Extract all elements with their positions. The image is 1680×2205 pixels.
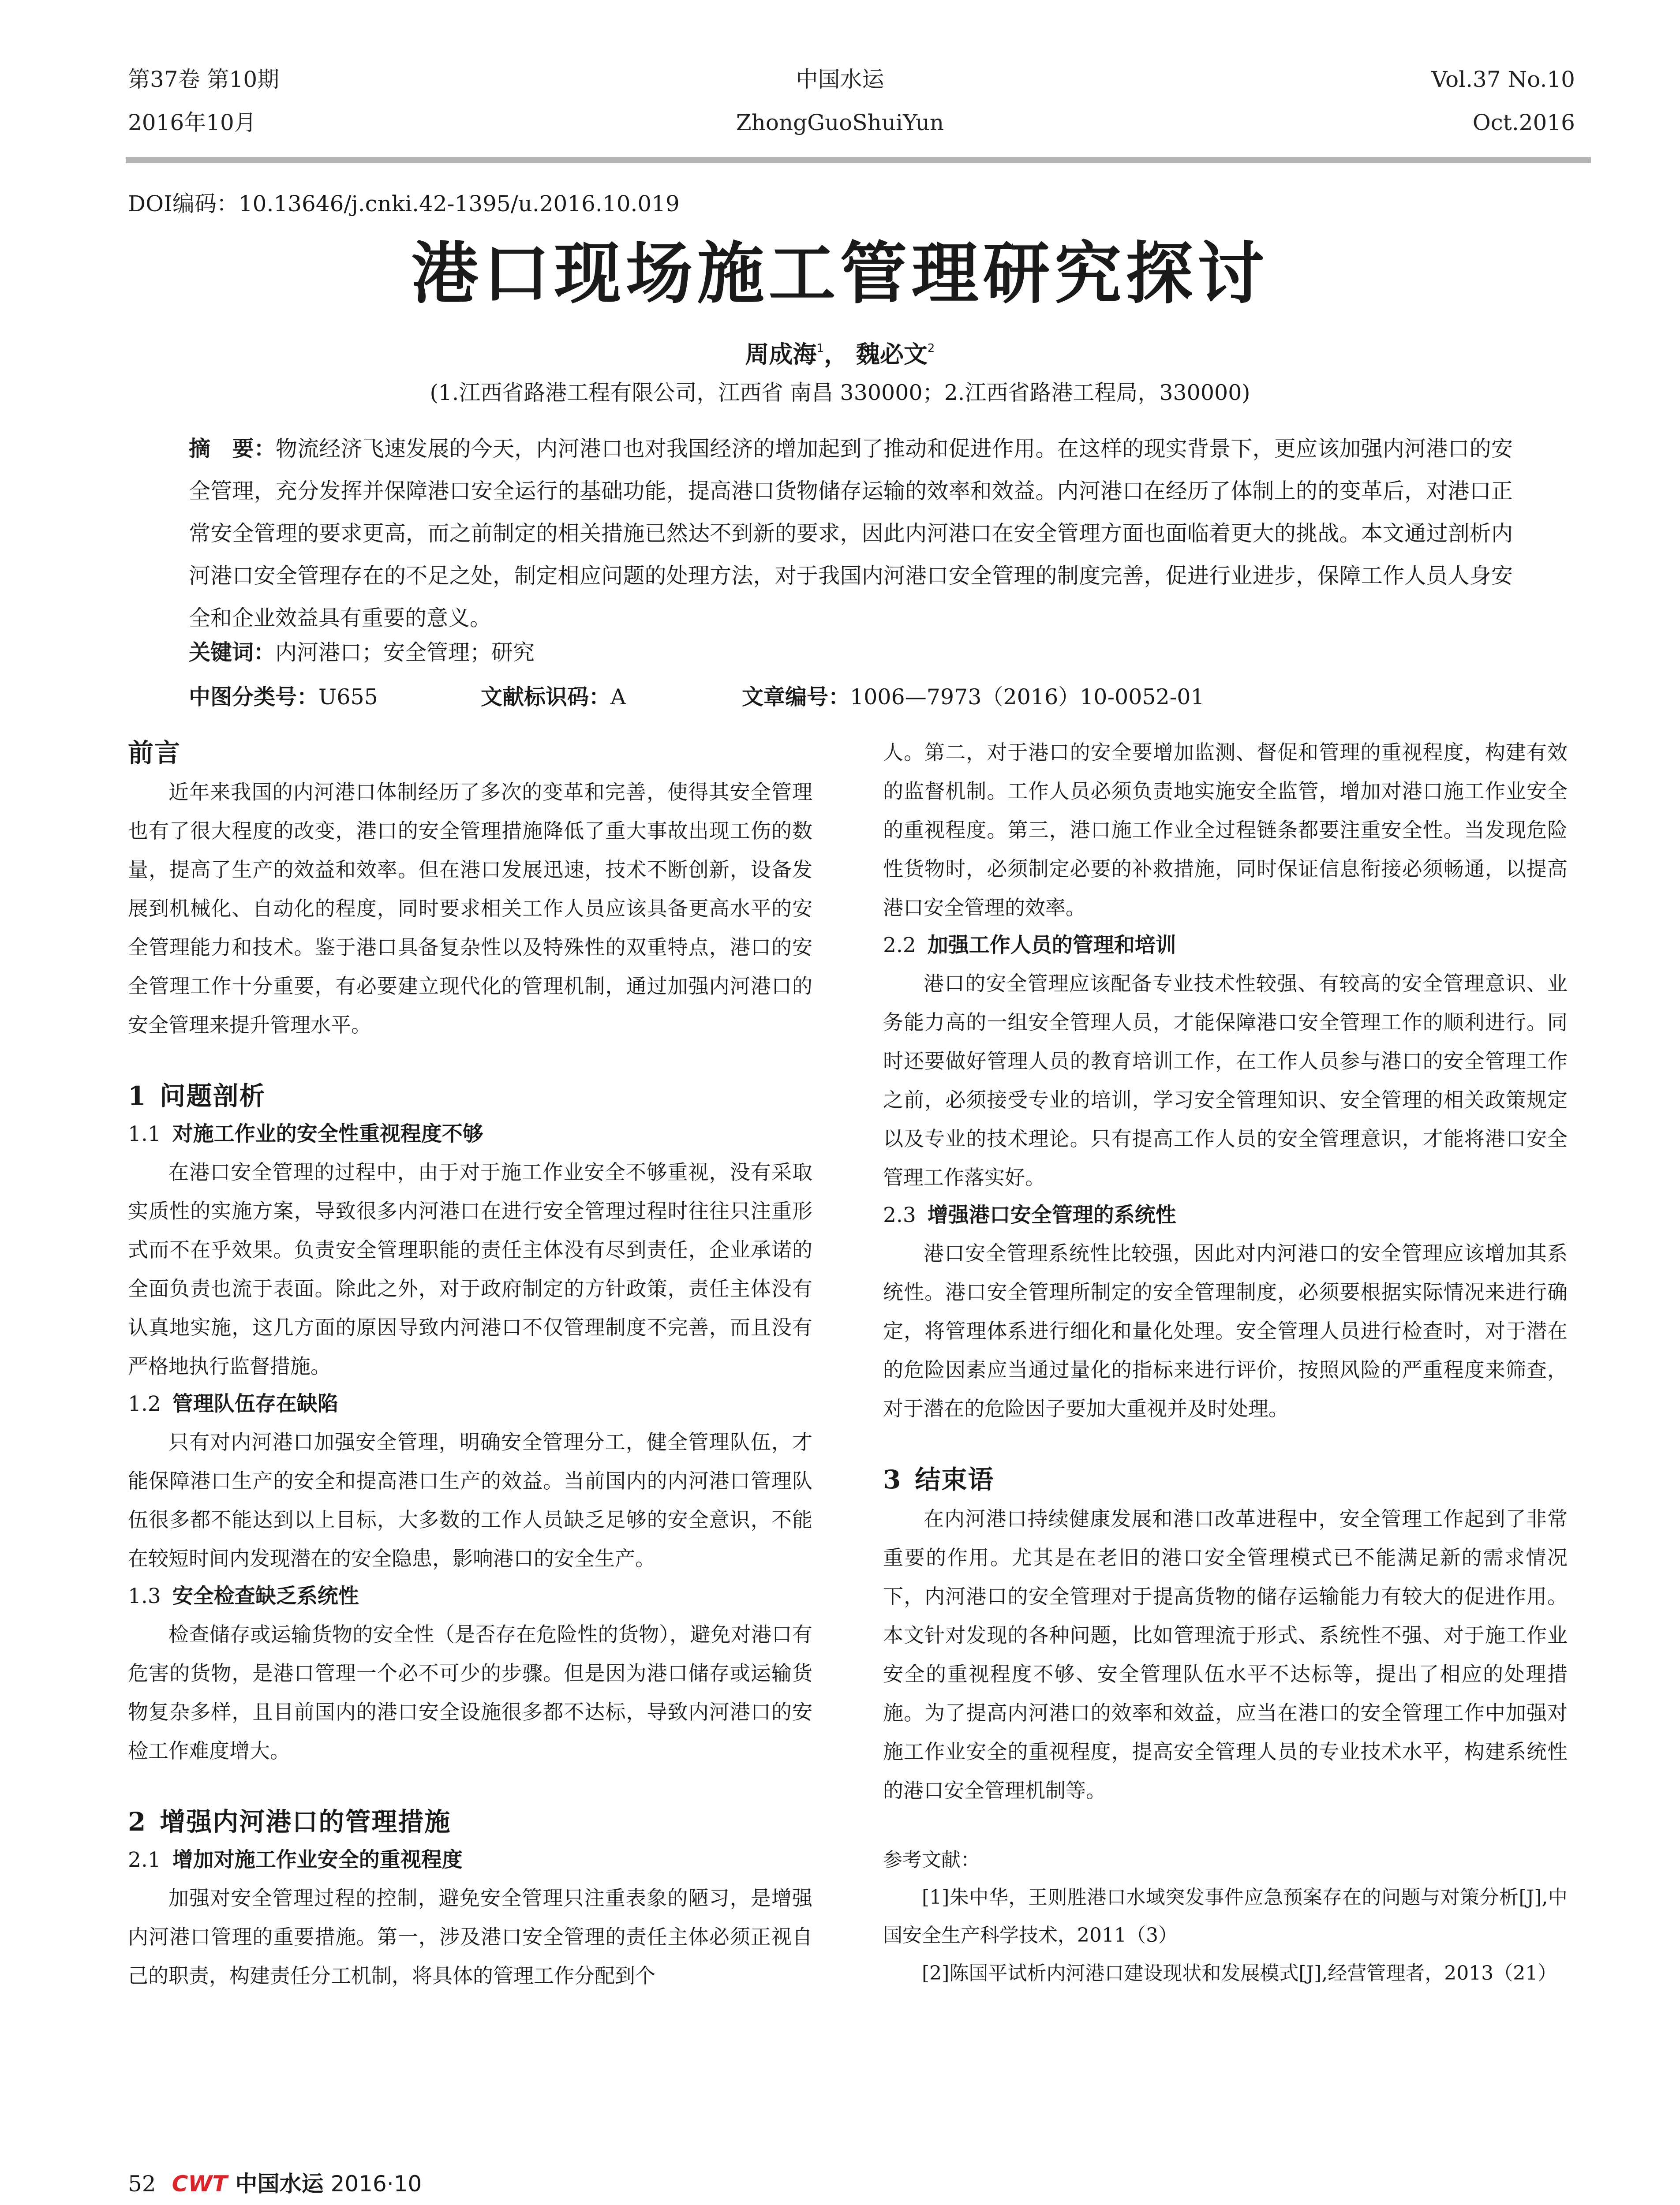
subsection-heading-1-3: [128, 1578, 812, 1615]
paragraph-2-3: 港口安全管理系统性比较强，因此对内河港口的安全管理应该增加其系统性。港口安全管理所制定的安全管理制度，必须要根据实际情况来进行确定，将管理体系进行细化和量化处理。安全管理人员进行检查时，对于潜在的危险因素应当通过量化的指标来进行评价，按照风险的严重程度来筛查，对于潜在的危险因子要加大重视并及时处理。: [883, 1241, 1568, 1420]
document-code-value: A: [610, 684, 626, 710]
subsection-heading-2-3: [883, 1197, 1568, 1234]
footer-issue: 2016·10: [330, 2171, 422, 2197]
clc-number: [189, 682, 378, 713]
header-date: 2016年10月: [128, 110, 256, 135]
section-title: 增强内河港口的管理措施: [160, 1807, 451, 1837]
header-volume-issue: 第37卷 第10期: [128, 67, 280, 92]
section-number: 3: [883, 1465, 902, 1495]
section-heading-2: [128, 1802, 812, 1842]
clc-label: 中图分类号：: [189, 684, 319, 710]
paragraph-3: 在内河港口持续健康发展和港口改革进程中，安全管理工作起到了非常重要的作用。尤其是在老旧的港口安全管理模式已不能满足新的需求情况下，内河港口的安全管理对于提高货物的储存运输能力有较大的促进作用。本文针对发现的各种问题，比如管理流于形式、系统性不强、对于施工作业安全的重视程度不够、安全管理队伍水平不达标等，提出了相应的处理措施。为了提高内河港口的效率和效益，应当在港口的安全管理工作中加强对施工作业安全的重视程度，提高安全管理人员的专业技术水平，构建系统性的港口安全管理机制等。: [883, 1507, 1568, 1802]
header-rule: [126, 157, 1591, 163]
section-heading-3: [883, 1460, 1568, 1499]
header-date-en: Oct.2016: [1472, 110, 1575, 135]
header-journal-name: 中国水运: [796, 67, 884, 92]
page-footer: [128, 2170, 422, 2198]
subsection-title: 安全检查缺乏系统性: [172, 1584, 359, 1608]
author-name: 周成海: [745, 340, 817, 368]
author-affiliation-mark: 1: [816, 342, 824, 355]
clc-value: U655: [318, 684, 378, 710]
paragraph-2-2: 港口的安全管理应该配备专业技术性较强、有较高的安全管理意识、业务能力高的一组安全管理人员，才能保障港口安全管理工作的顺利进行。同时还要做好管理人员的教育培训工作，在工作人员参与港口的安全管理工作之前，必须接受专业的培训，学习安全管理知识、安全管理的相关政策规定以及专业的技术理论。只有提高工作人员的安全管理意识，才能将港口安全管理工作落实好。: [883, 972, 1568, 1189]
paragraph-intro: 近年来我国的内河港口体制经历了多次的变革和完善，使得其安全管理也有了很大程度的改变，港口的安全管理措施降低了重大事故出现工伤的数量，提高了生产的效益和效率。但在港口发展迅速，技术不断创新，设备发展到机械化、自动化的程度，同时要求相关工作人员应该具备更高水平的安全管理能力和技术。鉴于港口具备复杂性以及特殊性的双重特点，港口的安全管理工作十分重要，有必要建立现代化的管理机制，通过加强内河港口的安全管理来提升管理水平。: [128, 780, 812, 1037]
paragraph-2-1-part-1: 加强对安全管理过程的控制，避免安全管理只注重表象的陋习，是增强内河港口管理的重要措施。第一，涉及港口安全管理的责任主体必须正视自己的职责，构建责任分工机制，将具体的管理工作分配到个: [128, 1886, 812, 1988]
header-journal-pinyin: ZhongGuoShuiYun: [736, 110, 944, 135]
paragraph-1-3: 检查储存或运输货物的安全性（是否存在危险性的货物），避免对港口有危害的货物，是港口管理一个必不可少的步骤。但是因为港口储存或运输货物复杂多样，且目前国内的港口安全设施很多都不达标，导致内河港口的安检工作难度增大。: [128, 1622, 812, 1763]
body-column-right: [883, 733, 1568, 1992]
document-code-label: 文献标识码：: [481, 684, 611, 710]
section-title: 结束语: [915, 1465, 995, 1495]
article-number-label: 文章编号：: [742, 684, 850, 710]
footer-journal-name: 中国水运: [235, 2171, 324, 2197]
affiliations: (1.江西省路港工程有限公司，江西省 南昌 330000；2.江西省路港工程局，330000): [430, 380, 1250, 405]
document-code: [481, 682, 626, 713]
subsection-number: 2.1: [128, 1848, 161, 1872]
subsection-heading-1-2: [128, 1386, 812, 1423]
reference-item: [2]陈国平试析内河港口建设现状和发展模式[J],经营管理者，2013（21）: [922, 1962, 1557, 1984]
subsection-heading-1-1: [128, 1116, 812, 1153]
subsection-title: 增强港口安全管理的系统性: [927, 1203, 1176, 1227]
paragraph-2-1-part-2: 人。第二，对于港口的安全要增加监测、督促和管理的重视程度，构建有效的监督机制。工作人员必须负责地实施安全监管，增加对港口施工作业安全的重视程度。第三，港口施工作业全过程链条都要注重安全性。当发现危险性货物时，必须制定必要的补救措施，同时保证信息衔接必须畅通，以提高港口安全管理的效率。: [883, 740, 1568, 919]
references-heading: 参考文献：: [883, 1849, 980, 1871]
reference-item: [1]朱中华，王则胜港口水域突发事件应急预案存在的问题与对策分析[J],中国安全生产科学技术，2011（3）: [883, 1886, 1568, 1947]
paper-title: 港口现场施工管理研究探讨: [411, 234, 1269, 313]
author-affiliation-mark: 2: [927, 342, 935, 355]
section-number: 1: [128, 1081, 147, 1111]
paragraph-1-1: 在港口安全管理的过程中，由于对于施工作业安全不够重视，没有采取实质性的实施方案，导致很多内河港口在进行安全管理过程时往往只注重形式而不在乎效果。负责安全管理职能的责任主体没有尽到责任，企业承诺的全面负责也流于表面。除此之外，对于政府制定的方针政策，责任主体没有认真地实施，这几方面的原因导致内河港口不仅管理制度不完善，而且没有严格地执行监督措施。: [128, 1160, 812, 1378]
author-separator: ，: [824, 340, 848, 368]
subsection-heading-2-2: [883, 927, 1568, 964]
subsection-number: 2.3: [883, 1203, 916, 1227]
section-heading-intro: 前言: [128, 738, 181, 768]
abstract: [189, 428, 1513, 639]
paragraph-1-2: 只有对内河港口加强安全管理，明确安全管理分工，健全管理队伍，才能保障港口生产的安全和提高港口生产的效益。当前国内的内河港口管理队伍很多都不能达到以上目标，大多数的工作人员缺乏足够的安全意识，不能在较短时间内发现潜在的安全隐患，影响港口的安全生产。: [128, 1430, 812, 1570]
page-number: 52: [128, 2171, 156, 2197]
abstract-label: 摘 要：: [189, 436, 276, 461]
section-title: 问题剖析: [160, 1081, 266, 1111]
body-column-left: [128, 733, 812, 1995]
subsection-number: 1.2: [128, 1392, 161, 1416]
journal-logo: CWT: [172, 2171, 228, 2197]
subsection-number: 2.2: [883, 933, 916, 957]
section-number: 2: [128, 1807, 147, 1837]
subsection-number: 1.1: [128, 1122, 161, 1146]
subsection-title: 增加对施工作业安全的重视程度: [172, 1848, 463, 1872]
article-number-value: 1006—7973（2016）10-0052-01: [850, 684, 1205, 710]
article-number: [742, 682, 1205, 713]
subsection-title: 加强工作人员的管理和培训: [927, 933, 1176, 957]
subsection-title: 管理队伍存在缺陷: [172, 1392, 338, 1416]
author-name: 魏必文: [856, 340, 928, 368]
subsection-heading-2-1: [128, 1842, 812, 1879]
subsection-title: 对施工作业的安全性重视程度不够: [172, 1122, 483, 1146]
keywords-label: 关键词：: [189, 640, 276, 665]
author-list: [0, 333, 1680, 370]
header-volume-issue-en: Vol.37 No.10: [1431, 67, 1575, 92]
subsection-number: 1.3: [128, 1584, 161, 1608]
doi: DOI编码：10.13646/j.cnki.42-1395/u.2016.10.019: [128, 191, 680, 217]
keywords-text: 内河港口；安全管理；研究: [275, 640, 535, 665]
keywords: [189, 637, 535, 668]
section-heading-1: [128, 1076, 812, 1116]
abstract-text: 物流经济飞速发展的今天，内河港口也对我国经济的增加起到了推动和促进作用。在这样的现实背景下，更应该加强内河港口的安全管理，充分发挥并保障港口安全运行的基础功能，提高港口货物储存运输的效率和效益。内河港口在经历了体制上的的变革后，对港口正常安全管理的要求更高，而之前制定的相关措施已然达不到新的要求，因此内河港口在安全管理方面也面临着更大的挑战。本文通过剖析内河港口安全管理存在的不足之处，制定相应问题的处理方法，对于我国内河港口安全管理的制度完善，促进行业进步，保障工作人员人身安全和企业效益具有重要的意义。: [189, 436, 1513, 631]
